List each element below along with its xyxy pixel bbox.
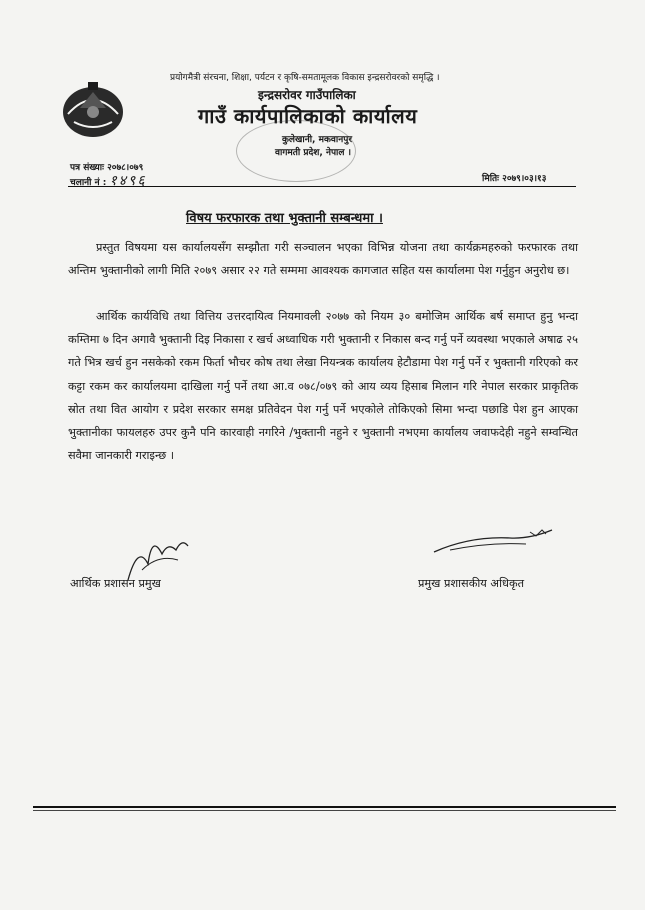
letter-number-label: पत्र संख्याः	[70, 163, 104, 173]
letter-subject: विषय फरफारक तथा भुक्तानी सम्बन्धमा ।	[186, 211, 383, 226]
nepal-emblem-icon	[60, 78, 126, 140]
footer-divider-thin	[33, 810, 616, 811]
date-value: २०७९।०३।१३	[502, 174, 547, 184]
letterhead-tagline: प्रयोगमैत्री संरचना, शिक्षा, पर्यटन र कृषि-समतामूलक विकास इन्द्रसरोवरको समृद्धि ।	[170, 73, 440, 83]
municipality-name: इन्द्रसरोवर गाउँपालिका	[258, 88, 356, 102]
date-label: मितिः	[482, 174, 499, 184]
footer-divider	[33, 806, 616, 808]
address-line-1: कुलेखानी, मकवानपुर	[282, 135, 353, 145]
letter-date	[482, 171, 546, 184]
dispatch-number	[70, 171, 147, 190]
right-signatory-title: प्रमुख प्रशासकीय अधिकृत	[418, 577, 525, 590]
dispatch-number-label: चलानी नं :	[70, 178, 107, 188]
body-paragraph-1: प्रस्तुत विषयमा यस कार्यालयसँग सम्झौता गरी सञ्चालन भएका विभिन्न योजना तथा कार्यक्रमहरुको फरफारक तथा अन्तिम भुक्तानीको लागी मिति २०७९ असार २२ गते सम्ममा आवश्यक कागजात सहित यस कार्यालमा पेश गर्नुहुन अनुरोध छ।	[68, 241, 578, 278]
address-line-2: वागमती प्रदेश, नेपाल ।	[275, 148, 352, 158]
right-signature	[430, 522, 560, 558]
body-paragraph-2: आर्थिक कार्यविधि तथा वित्तिय उत्तरदायित्व नियमावली २०७७ को नियम ३० बमोजिम आर्थिक बर्ष समाप्त हुनु भन्दा कम्तिमा ७ दिन अगावै भुक्तानी दिइ निकासा र खर्च अध्वाधिक गरी भुक्तानी र निकास बन्द गर्नु पर्ने व्यवस्था भएकाले अषाढ २५ गते भित्र खर्च हुन नसकेको रकम फिर्ता भौचर कोष तथा लेखा नियन्त्रक कार्यालय हेटौडामा पेश गर्नु पर्ने र भुक्तानी गरिएको कर कट्टा रकम कर कार्यालयमा दाखिला गर्नु पर्ने तथा आ.व ०७८/०७९ को आय व्यय हिसाब मिलान गरि नेपाल सरकार प्राकृतिक स्रोत तथा वित आयोग र प्रदेश सरकार समक्ष प्रतिवेदन पेश गर्नु पर्ने भएकोले तोकिएको सिमा भन्दा पछाडि पेश हुन आएका भुक्तानीका फायलहरु उपर कुनै पनि कारवाही नगरिने /भुक्तानी नहुने र भुक्तानी नभएमा कार्यालय जवाफदेही नहुने सम्वन्धित सवैमा जानकारी गराइन्छ ।	[68, 310, 578, 463]
dispatch-number-value: १४९६	[109, 173, 147, 189]
left-signatory-title: आर्थिक प्रशासन प्रमुख	[70, 577, 161, 590]
letter-number-value: २०७८।०७९	[107, 163, 144, 173]
header-divider	[68, 186, 576, 187]
office-title: गाउँ कार्यपालिकाको कार्यालय	[198, 104, 418, 128]
